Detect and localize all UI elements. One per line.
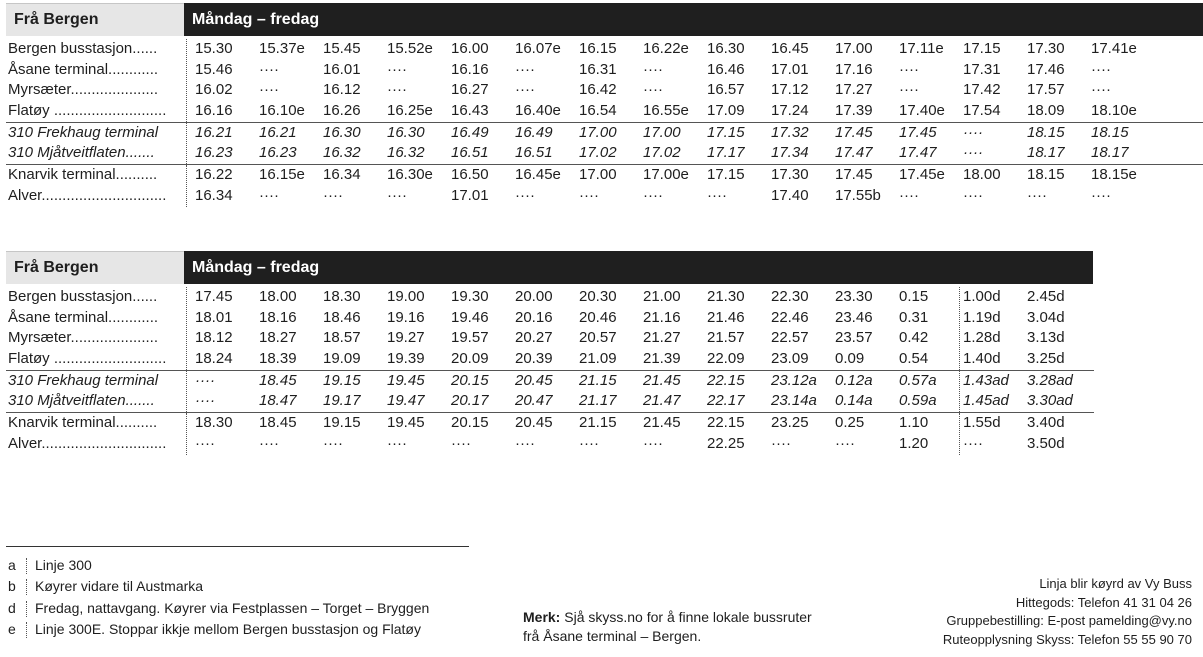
departure-time: 17.00: [835, 40, 873, 57]
departure-time: ····: [1027, 186, 1047, 204]
departure-time: 0.25: [835, 414, 865, 432]
stop-group: [6, 122, 1203, 164]
departure-time: 18.01: [195, 308, 233, 326]
departure-time: 17.34: [771, 144, 809, 162]
departure-time: 23.12a: [771, 371, 817, 389]
departure-time: 16.49: [451, 123, 489, 141]
departure-time: 21.30: [707, 288, 745, 305]
departure-time: 18.15e: [1091, 166, 1137, 184]
departure-time: 19.30: [451, 288, 489, 305]
departure-time: 17.31: [963, 60, 1001, 78]
table-row: [6, 371, 1094, 392]
departure-time: 17.47: [899, 144, 937, 162]
period-title: Måndag – fredag: [184, 3, 1203, 36]
departure-time: 18.24: [195, 350, 233, 368]
table-row: [6, 186, 1203, 207]
departure-time: 16.23: [259, 144, 297, 162]
table-header: [6, 251, 1094, 284]
departure-time: 17.15: [707, 166, 745, 184]
departure-time: 17.11e: [899, 40, 944, 57]
departure-time: 19.45: [387, 371, 425, 389]
table-row: [6, 39, 1203, 60]
departure-time: 17.47: [835, 144, 873, 162]
departure-time: 19.45: [387, 414, 425, 432]
departure-time: 1.28d: [963, 329, 1001, 347]
departure-time: ····: [963, 123, 983, 141]
direction-title: Frå Bergen: [6, 3, 184, 36]
departure-time: 16.01: [323, 60, 361, 78]
departure-time: 18.30: [195, 414, 233, 432]
departure-time: 16.57: [707, 81, 745, 99]
timetable-2: [6, 251, 1094, 455]
departure-time: ····: [387, 186, 407, 204]
stop-group: [6, 287, 1094, 370]
departure-time: 20.46: [579, 308, 617, 326]
timetable-body: [6, 39, 1203, 207]
departure-time: 22.30: [771, 288, 809, 305]
departure-time: 2.45d: [1027, 288, 1065, 305]
footnote-divider: [6, 546, 469, 547]
departure-time: 17.01: [771, 60, 809, 78]
departure-time: 19.27: [387, 329, 425, 347]
departure-time: ····: [899, 186, 919, 204]
departure-time: 19.15: [323, 371, 361, 389]
departure-time: 16.51: [515, 144, 553, 162]
departure-time: 18.47: [259, 392, 297, 410]
departure-time: 17.00: [579, 123, 617, 141]
stop-name: 310 Frekhaug terminal: [8, 371, 159, 389]
departure-time: 23.14a: [771, 392, 817, 410]
departure-time: 20.39: [515, 350, 553, 368]
departure-time: 17.12: [771, 81, 809, 99]
stop-group: [6, 39, 1203, 122]
departure-time: 18.45: [259, 414, 297, 432]
departure-time: 23.57: [835, 329, 873, 347]
departure-time: 18.15: [1027, 166, 1065, 184]
departure-time: 15.45: [323, 40, 361, 57]
departure-time: 17.41e: [1091, 40, 1137, 57]
departure-time: 20.57: [579, 329, 617, 347]
direction-title: Frå Bergen: [6, 251, 184, 284]
departure-time: 22.25: [707, 434, 745, 452]
departure-time: 16.31: [579, 60, 617, 78]
stop-name: Alver..............................: [8, 186, 167, 204]
departure-time: 17.01: [451, 186, 489, 204]
departure-time: 16.45e: [515, 166, 561, 184]
departure-time: 16.23: [195, 144, 233, 162]
departure-time: 18.57: [323, 329, 361, 347]
departure-time: 17.15: [707, 123, 745, 141]
departure-time: 18.46: [323, 308, 361, 326]
departure-time: 16.00: [451, 40, 489, 57]
departure-time: 15.46: [195, 60, 233, 78]
departure-time: 21.00: [643, 288, 681, 305]
departure-time: ····: [323, 186, 343, 204]
departure-time: 16.42: [579, 81, 617, 99]
departure-time: 0.57a: [899, 371, 937, 389]
stop-name: 310 Frekhaug terminal: [8, 123, 159, 141]
stop-name: Åsane terminal............: [8, 60, 159, 78]
departure-time: ····: [195, 392, 215, 410]
departure-time: 17.30: [771, 166, 809, 184]
departure-time: ····: [579, 186, 599, 204]
departure-time: 17.54: [963, 102, 1001, 120]
departure-time: 16.49: [515, 123, 553, 141]
departure-time: 21.45: [643, 371, 681, 389]
departure-time: 18.15: [1091, 123, 1129, 141]
departure-time: 16.50: [451, 166, 489, 184]
departure-time: 21.45: [643, 414, 681, 432]
stop-group: [6, 412, 1094, 454]
group-booking-line: Gruppebestilling: E-post pamelding@vy.no: [946, 613, 1192, 628]
stop-name: Alver..............................: [8, 434, 167, 452]
departure-time: 16.22e: [643, 40, 689, 57]
departure-time: 17.00: [579, 166, 617, 184]
departure-time: 18.16: [259, 308, 297, 326]
stop-name: Knarvik terminal..........: [8, 414, 158, 432]
departure-time: ····: [899, 81, 919, 99]
departure-time: 18.17: [1091, 144, 1129, 162]
departure-time: ····: [707, 186, 727, 204]
departure-time: ····: [451, 434, 471, 452]
departure-time: 19.17: [323, 392, 361, 410]
table-row: [6, 165, 1203, 186]
departure-time: 20.15: [451, 371, 489, 389]
departure-time: 17.45e: [899, 166, 945, 184]
departure-time: 16.21: [259, 123, 297, 141]
departure-time: 19.47: [387, 392, 425, 410]
table-row: [6, 123, 1203, 144]
departure-time: 15.52e: [387, 40, 433, 57]
departure-time: ····: [515, 81, 535, 99]
period-title: Måndag – fredag: [184, 251, 1093, 284]
departure-time: 17.00e: [643, 166, 689, 184]
departure-time: 17.39: [835, 102, 873, 120]
departure-time: 3.25d: [1027, 350, 1065, 368]
departure-time: 16.15e: [259, 166, 305, 184]
departure-time: ····: [195, 371, 215, 389]
departure-time: 21.27: [643, 329, 681, 347]
departure-time: ····: [387, 60, 407, 78]
stop-name: Bergen busstasjon......: [8, 40, 158, 57]
departure-time: 22.09: [707, 350, 745, 368]
departure-time: 3.40d: [1027, 414, 1065, 432]
departure-time: 22.15: [707, 371, 745, 389]
departure-time: 17.00: [643, 123, 681, 141]
departure-time: 15.30: [195, 40, 233, 57]
timetable-1: [6, 3, 1203, 207]
departure-time: 17.15: [963, 40, 1001, 57]
departure-time: 16.30: [323, 123, 361, 141]
departure-time: 16.16: [451, 60, 489, 78]
departure-time: 17.55b: [835, 186, 881, 204]
merk-text-line2: frå Åsane terminal – Bergen.: [523, 628, 702, 644]
departure-time: 21.46: [707, 308, 745, 326]
departure-time: 16.30: [387, 123, 425, 141]
stop-name: Myrsæter.....................: [8, 329, 159, 347]
departure-time: 22.46: [771, 308, 809, 326]
departure-time: 17.46: [1027, 60, 1065, 78]
departure-time: 18.39: [259, 350, 297, 368]
stop-name: Flatøy ...........................: [8, 350, 167, 368]
departure-time: 16.25e: [387, 102, 433, 120]
table-row: [6, 287, 1094, 308]
departure-time: 22.57: [771, 329, 809, 347]
departure-time: ····: [515, 434, 535, 452]
departure-time: 1.45ad: [963, 392, 1009, 410]
table-row: [6, 143, 1203, 164]
departure-time: 0.59a: [899, 392, 937, 410]
departure-time: 17.09: [707, 102, 745, 120]
departure-time: 17.16: [835, 60, 873, 78]
departure-time: 20.30: [579, 288, 617, 305]
route-info-line: Ruteopplysning Skyss: Telefon 55 55 90 70: [942, 631, 1192, 647]
departure-time: 20.09: [451, 350, 489, 368]
departure-time: 3.04d: [1027, 308, 1065, 326]
departure-time: 23.09: [771, 350, 809, 368]
departure-time: 17.42: [963, 81, 1001, 99]
departure-time: ····: [515, 186, 535, 204]
table-row: [6, 80, 1203, 101]
table-row: [6, 101, 1203, 122]
departure-time: 21.15: [579, 371, 617, 389]
departure-time: 17.57: [1027, 81, 1065, 99]
footnote-a: a Linje 300: [8, 557, 92, 573]
departure-time: 17.02: [643, 144, 681, 162]
departure-time: 1.10: [899, 414, 929, 432]
table-header: [6, 3, 1203, 36]
departure-time: 20.16: [515, 308, 553, 326]
departure-time: 16.32: [323, 144, 361, 162]
departure-time: 16.30e: [387, 166, 433, 184]
departure-time: 0.12a: [835, 371, 873, 389]
merk-text: Sjå skyss.no for å finne lokale bussruter: [560, 609, 812, 625]
departure-time: 19.57: [451, 329, 489, 347]
departure-time: 19.09: [323, 350, 361, 368]
departure-time: 19.15: [323, 414, 361, 432]
departure-time: ····: [1091, 60, 1111, 78]
departure-time: ····: [387, 434, 407, 452]
departure-time: ····: [387, 81, 407, 99]
departure-time: 21.39: [643, 350, 681, 368]
merk-note: [523, 608, 812, 646]
departure-time: 3.30ad: [1027, 392, 1073, 410]
stop-name: Myrsæter.....................: [8, 81, 159, 99]
departure-time: 1.19d: [963, 308, 1001, 326]
departure-time: 20.15: [451, 414, 489, 432]
departure-time: 22.15: [707, 414, 745, 432]
departure-time: 16.51: [451, 144, 489, 162]
departure-time: ····: [963, 186, 983, 204]
departure-time: 23.30: [835, 288, 873, 305]
lost-property-line: Hittegods: Telefon 41 31 04 26: [1015, 594, 1192, 610]
departure-time: 23.46: [835, 308, 873, 326]
departure-time: 18.17: [1027, 144, 1065, 162]
table-row: [6, 60, 1203, 81]
departure-time: 20.45: [515, 414, 553, 432]
departure-time: 0.09: [835, 350, 865, 368]
departure-time: 18.00: [259, 288, 297, 305]
departure-time: 16.27: [451, 81, 489, 99]
departure-time: 3.28ad: [1027, 371, 1073, 389]
departure-time: 1.43ad: [963, 371, 1009, 389]
departure-time: 18.10e: [1091, 102, 1137, 120]
stop-name: 310 Mjåtveitflaten.......: [8, 392, 155, 410]
departure-time: 17.45: [899, 123, 937, 141]
departure-time: 17.30: [1027, 40, 1065, 57]
departure-time: 16.12: [323, 81, 361, 99]
departure-time: ····: [643, 434, 663, 452]
table-row: [6, 328, 1094, 349]
departure-time: 21.15: [579, 414, 617, 432]
footnote-b: b Køyrer vidare til Austmarka: [8, 578, 204, 594]
stop-name: Flatøy ...........................: [8, 102, 167, 120]
departure-time: 15.37e: [259, 40, 305, 57]
departure-time: 19.16: [387, 308, 425, 326]
departure-time: 19.39: [387, 350, 425, 368]
departure-time: 16.21: [195, 123, 233, 141]
table-row: [6, 308, 1094, 329]
contact-info: [943, 575, 1192, 649]
departure-time: 16.07e: [515, 40, 561, 57]
departure-time: 20.17: [451, 392, 489, 410]
departure-time: 16.45: [771, 40, 809, 57]
footnote-d: d Fredag, nattavgang. Køyrer via Festplassen – Torget – Bryggen: [8, 600, 430, 616]
departure-time: 16.30: [707, 40, 745, 57]
table-row: [6, 349, 1094, 370]
departure-time: 20.47: [515, 392, 553, 410]
departure-time: ····: [259, 81, 279, 99]
departure-time: 16.32: [387, 144, 425, 162]
departure-time: 19.46: [451, 308, 489, 326]
departure-time: 18.12: [195, 329, 233, 347]
departure-time: 17.40e: [899, 102, 945, 120]
departure-time: 1.20: [899, 434, 929, 452]
departure-time: ····: [899, 60, 919, 78]
departure-time: ····: [1091, 81, 1111, 99]
departure-time: 16.55e: [643, 102, 689, 120]
departure-time: 17.27: [835, 81, 873, 99]
departure-time: 17.17: [707, 144, 745, 162]
departure-time: ····: [323, 434, 343, 452]
departure-time: 16.26: [323, 102, 361, 120]
departure-time: 17.24: [771, 102, 809, 120]
table-row: [6, 391, 1094, 412]
stop-name: 310 Mjåtveitflaten.......: [8, 144, 155, 162]
departure-time: 16.40e: [515, 102, 561, 120]
departure-time: 17.45: [835, 166, 873, 184]
departure-time: 21.47: [643, 392, 681, 410]
departure-time: ····: [515, 60, 535, 78]
departure-time: 16.34: [195, 186, 233, 204]
departure-time: 18.30: [323, 288, 361, 305]
departure-time: 18.45: [259, 371, 297, 389]
departure-time: 17.32: [771, 123, 809, 141]
stop-group: [6, 370, 1094, 412]
departure-time: 20.27: [515, 329, 553, 347]
departure-time: ····: [643, 60, 663, 78]
table-row: [6, 434, 1094, 455]
departure-time: 3.50d: [1027, 434, 1065, 452]
departure-time: 16.22: [195, 166, 233, 184]
departure-time: ····: [643, 81, 663, 99]
merk-label: Merk:: [523, 609, 561, 625]
departure-time: 16.10e: [259, 102, 305, 120]
departure-time: 22.17: [707, 392, 745, 410]
departure-time: 17.45: [835, 123, 873, 141]
departure-time: 0.54: [899, 350, 929, 368]
departure-time: 16.46: [707, 60, 745, 78]
operator-line: Linja blir køyrd av Vy Buss: [1039, 576, 1192, 591]
table-row: [6, 413, 1094, 434]
departure-time: ····: [963, 144, 983, 162]
departure-time: ····: [195, 434, 215, 452]
departure-time: 21.16: [643, 308, 681, 326]
departure-time: 16.02: [195, 81, 233, 99]
stop-name: Åsane terminal............: [8, 308, 159, 326]
departure-time: 20.00: [515, 288, 553, 305]
departure-time: 3.13d: [1027, 329, 1065, 347]
departure-time: 16.54: [579, 102, 617, 120]
timetable-body: [6, 287, 1094, 455]
departure-time: 18.00: [963, 166, 1001, 184]
departure-time: 21.17: [579, 392, 617, 410]
departure-time: 16.16: [195, 102, 233, 120]
departure-time: 21.09: [579, 350, 617, 368]
footnote-e: e Linje 300E. Stoppar ikkje mellom Bergen busstasjon og Flatøy: [8, 621, 421, 637]
departure-time: 16.15: [579, 40, 617, 57]
departure-time: 16.34: [323, 166, 361, 184]
departure-time: 20.45: [515, 371, 553, 389]
departure-time: ····: [1091, 186, 1111, 204]
departure-time: 0.42: [899, 329, 929, 347]
departure-time: 17.02: [579, 144, 617, 162]
departure-time: ····: [259, 60, 279, 78]
departure-time: 18.15: [1027, 123, 1065, 141]
departure-time: 1.55d: [963, 414, 1001, 432]
departure-time: ····: [579, 434, 599, 452]
departure-time: 23.25: [771, 414, 809, 432]
stop-name: Bergen busstasjon......: [8, 288, 158, 305]
departure-time: 19.00: [387, 288, 425, 305]
departure-time: 0.31: [899, 308, 929, 326]
departure-time: ····: [643, 186, 663, 204]
departure-time: 16.43: [451, 102, 489, 120]
departure-time: 1.40d: [963, 350, 1001, 368]
departure-time: ····: [963, 434, 983, 452]
departure-time: ····: [259, 434, 279, 452]
departure-time: ····: [259, 186, 279, 204]
departure-time: 17.45: [195, 288, 233, 305]
departure-time: ····: [771, 434, 791, 452]
departure-time: 0.14a: [835, 392, 873, 410]
departure-time: 1.00d: [963, 288, 1001, 305]
departure-time: 17.40: [771, 186, 809, 204]
departure-time: ····: [835, 434, 855, 452]
stop-group: [6, 164, 1203, 206]
stop-name: Knarvik terminal..........: [8, 166, 158, 184]
departure-time: 18.09: [1027, 102, 1065, 120]
departure-time: 21.57: [707, 329, 745, 347]
departure-time: 18.27: [259, 329, 297, 347]
departure-time: 0.15: [899, 288, 929, 305]
